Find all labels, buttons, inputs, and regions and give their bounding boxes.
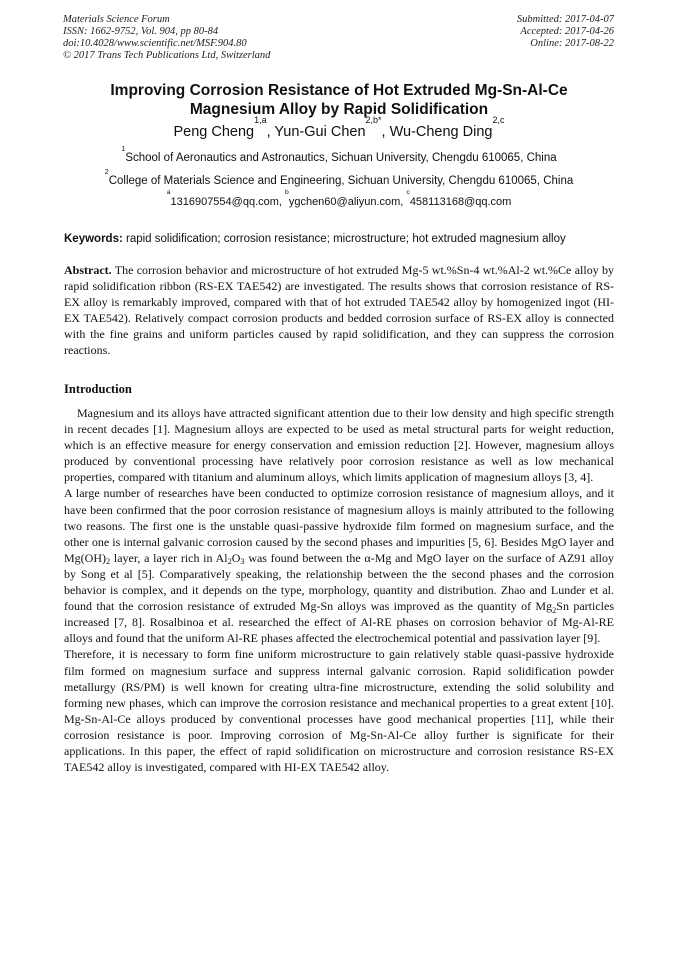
intro-paragraph-3: Therefore, it is necessary to form fine uniform microstructure to gain relatively stable quasi-passive hydroxide film formed on magnesium surface and suppress internal galvanic corrosion. Rapid solidification powder metallurgy (RS/PM) is well known for creating ultra-fine microstructure, extending the solid solubility and forming new phases, which can improve the corrosion resistance and mechanical properties to a great extent [10]. Mg-Sn-Al-Ce alloys produced by conventional processes have good mechanical properties [11], while their corrosion resistance is poor. Improving corrosion of Mg-Sn-Al-Ce alloy further is significate for their applications. In this paper, the effect of rapid solidification on microstructure and corrosion resistance RS-EX TAE542 alloy is investigated, compared with HI-EX TAE542 alloy. (64, 647, 614, 775)
keywords-line (64, 232, 624, 246)
copyright-line: © 2017 Trans Tech Publications Ltd, Switzerland (63, 50, 271, 61)
author-name: Peng Cheng (173, 124, 255, 140)
keywords-text: rapid solidification; corrosion resistance; microstructure; hot extruded magnesium alloy (122, 233, 566, 245)
author-emails (30, 188, 648, 209)
author-separator: , (266, 124, 275, 140)
title-line-1: Improving Corrosion Resistance of Hot Extruded Mg-Sn-Al-Ce (110, 82, 568, 99)
submitted-date: Submitted: 2017-04-07 (516, 14, 614, 25)
author-affiliation-marker: 2,b* (365, 115, 382, 126)
author-separator: , (381, 124, 390, 140)
paragraph-text: layer, a layer rich in Al (110, 550, 228, 565)
introduction-body (64, 405, 614, 775)
online-date: Online: 2017-08-22 (530, 38, 614, 49)
email-marker: c (406, 188, 410, 196)
subscript: 2 (552, 605, 557, 615)
paper-title (40, 81, 638, 119)
issn-line: ISSN: 1662-9752, Vol. 904, pp 80-84 (63, 26, 219, 37)
author-affiliation-marker: 1,a (254, 115, 267, 126)
email-marker: a (166, 188, 171, 196)
email-separator: , (400, 196, 407, 208)
abstract-label: Abstract. (64, 263, 112, 277)
paragraph-text: A large number of researches have been conducted to optimize corrosion resistance of magnesium alloys, and it have been confirmed that the poor corrosion resistance of magnesium alloys is mainly attributed to the following two reasons. The first one is the unstable quasi-passive hydroxide film formed on magnesium surface, and the other one is internal galvanic corrosion caused by the second phases and impurities [5, 6]. Besides MgO layer and Mg(OH) (64, 486, 614, 565)
journal-header-right (517, 14, 614, 50)
author-affiliation-marker: 2,c (492, 115, 505, 126)
affiliation-2 (30, 167, 648, 188)
email-marker: b (285, 188, 289, 196)
abstract-paragraph (64, 262, 614, 359)
email-link[interactable]: ygchen60@aliyun.com (288, 196, 401, 208)
subscript: 2 (227, 557, 232, 567)
email-link[interactable]: 458113168@qq.com (409, 196, 512, 208)
paragraph-text: O (231, 550, 241, 565)
section-heading-introduction: Introduction (64, 382, 132, 396)
subscript: 3 (240, 557, 245, 567)
abstract-text: The corrosion behavior and microstructure of hot extruded Mg-5 wt.%Sn-4 wt.%Al-2 wt.%Ce alloy by rapid solidification ribbon (RS-EX TAE542) are investigated. The results shows that corrosion resistance of RS-EX alloy is remarkably improved, compared with that of hot extruded TAE542 alloy by homogenized ingot (HI-EX TAE542). Relatively compact corrosion products and bedded corrosion surface of RS-EX alloy is connected with the fine grains and uniform particles caused by rapid solidification, and they can suppress the corrosion reactions. (64, 263, 614, 358)
keywords-label: Keywords: (64, 233, 123, 245)
intro-paragraph-1: Magnesium and its alloys have attracted significant attention due to their low density and high specific strength in recent decades [1]. Magnesium alloys are expected to be used as metal structural parts for weight reduction, which is an effective measure for energy conservation and emission reduction [2]. However, magnesium alloys produced by conventional processing have relatively poor corrosion resistance as well as low mechanical properties, compared with titanium and aluminum alloys, which limits application of magnesium alloys [3, 4]. (64, 406, 614, 485)
paragraph-text: was found between the α-Mg and MgO layer on the surface of AZ91 alloy by Song et al [5]. Comparatively speaking, the relationship between the the second phases and the corrosion behavior is complex, and it depends on the type, morphology, quantity and distribution. Zhao and Lunder et al. found that the corrosion resistance of extruded Mg-Sn alloys was improved as the quantity of Mg (64, 550, 614, 614)
title-line-2: Magnesium Alloy by Rapid Solidification (189, 101, 489, 118)
affiliation-text: School of Aeronautics and Astronautics, Sichuan University, Chengdu 610065, China (125, 152, 557, 164)
author-name: Wu-Cheng Ding (389, 124, 493, 140)
journal-name: Materials Science Forum (63, 14, 170, 25)
email-separator: , (278, 196, 286, 208)
intro-paragraph-2 (64, 485, 614, 646)
affiliation-number: 1 (121, 144, 126, 153)
paragraph-text: Sn particles increased [7, 8]. Rosalbinoa et al. researched the effect of Al-RE phases on corrosion behavior of Mg-Al-RE alloys and found that the uniform Al-RE phases affected the electrochemical potential and passivation layer [9]. (64, 599, 614, 646)
doi-line: doi:10.4028/www.scientific.net/MSF.904.80 (63, 38, 247, 49)
affiliation-number: 2 (104, 167, 109, 176)
email-link[interactable]: 1316907554@qq.com (170, 196, 279, 208)
journal-header-left (63, 14, 270, 62)
accepted-date: Accepted: 2017-04-26 (520, 26, 614, 37)
subscript: 2 (106, 557, 111, 567)
author-list (40, 115, 638, 141)
affiliation-1 (30, 144, 648, 165)
affiliation-text: College of Materials Science and Engineering, Sichuan University, Chengdu 610065, China (108, 175, 574, 187)
author-name: Yun-Gui Chen (274, 124, 366, 140)
